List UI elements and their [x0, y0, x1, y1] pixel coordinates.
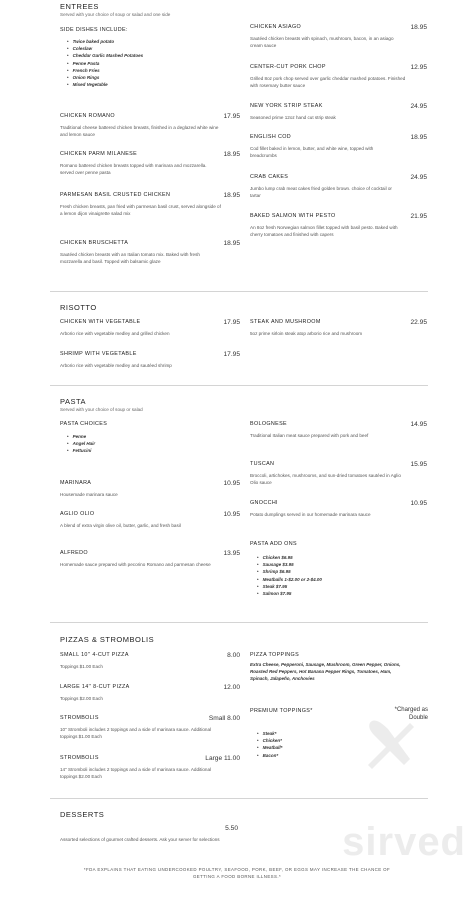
item-name: CHICKEN ASIAGO [250, 24, 302, 30]
item-description: Toppings $2.00 Each [60, 696, 103, 701]
pizza-toppings-title: PIZZA TOPPINGS [250, 652, 300, 658]
item-description: Fresh chicken breasts, pan fried with parmesan basil crust, served alongside of a lemon dijon vinaigrette salad mix [60, 204, 221, 216]
list-item: • Chicken $6.95 [257, 554, 322, 561]
pizza-toppings-text: Extra Cheese, Pepperoni, Sausage, Mushroom, Green Pepper, Onions, Roasted Red Peppers, Hot Banana Pepper Rings, Tomatoes, Ham, Spinach, Jalapeño, Anchovies [250, 662, 401, 681]
item-name: STROMBOLIS [60, 715, 99, 721]
item-name: ALFREDO [60, 550, 88, 556]
item-price: 10.95 [223, 511, 240, 518]
list-item: • Angel Hair [67, 440, 95, 447]
item-name: MARINARA [60, 480, 92, 486]
list-item: • Fettucini [67, 447, 95, 454]
item-description: Traditional Italian meat sauce prepared with pork and beef [250, 433, 369, 438]
side-dishes-title: SIDE DISHES INCLUDE: [60, 27, 128, 33]
item-name: TUSCAN [250, 461, 275, 467]
menu-item [60, 151, 240, 176]
item-price: 21.95 [410, 213, 427, 220]
item-price: 18.95 [223, 192, 240, 199]
menu-item [60, 351, 240, 369]
item-description: A blend of extra virgin olive oil, butter, garlic, and fresh basil [60, 523, 181, 528]
list-item: • Shrimp $6.95 [257, 568, 322, 575]
menu-item [250, 24, 427, 49]
item-description: Arborio rice with vegetable medley and grilled chicken [60, 331, 170, 336]
item-description: Toppings $1.00 Each [60, 664, 103, 669]
menu-item [60, 684, 240, 702]
menu-item [250, 213, 427, 238]
risotto-title: RISOTTO [60, 303, 97, 312]
item-name: BOLOGNESE [250, 421, 288, 427]
desserts-price: 5.50 [225, 825, 238, 832]
menu-item [60, 240, 240, 265]
list-item: • Sausage $3.95 [257, 561, 322, 568]
item-name: CHICKEN BRUSCHETTA [60, 240, 129, 246]
item-price: 10.95 [223, 480, 240, 487]
list-item: • Bacon* [257, 752, 282, 759]
item-name: CHICKEN PARM MILANESE [60, 151, 138, 157]
item-description: Sautéed chicken breasts with an Italian tomato mix. Baked with fresh mozzarella and basil. Topped with balsamic glaze [60, 252, 200, 264]
item-price: 13.95 [223, 550, 240, 557]
item-description: 10" Stromboli includes 2 toppings and a side of marinara sauce. Additional toppings $1.00 Each [60, 727, 212, 739]
pasta-subtitle: Served with your choice of soup or salad [60, 407, 143, 412]
item-price: 18.95 [223, 151, 240, 158]
menu-item [60, 715, 240, 740]
item-price: 14.95 [410, 421, 427, 428]
menu-item [60, 319, 240, 337]
list-item: • Coleslaw [67, 45, 143, 52]
item-name: BAKED SALMON WITH PESTO [250, 213, 336, 219]
fda-disclaimer: *FDA EXPLAINS THAT EATING UNDERCOOKED POULTRY, SEAFOOD, PORK, BEEF, OR EGGS MAY INCREASE THE CHANCE OF GETTING A FOOD BORNE ILLNESS.* [83, 867, 391, 879]
item-price: 8.00 [227, 652, 240, 659]
pasta-choices-list [67, 433, 95, 455]
list-item: • Penne Pasta [67, 60, 143, 67]
item-description: Traditional cheese battered chicken breasts, finished in a deglazed white wine and lemon sauce [60, 125, 219, 137]
pasta-title: PASTA [60, 397, 86, 406]
menu-item [60, 192, 240, 217]
menu-item [250, 461, 427, 486]
item-price: 15.95 [410, 461, 427, 468]
list-item: • Steak $7.95 [257, 583, 322, 590]
premium-toppings-list [257, 730, 282, 759]
item-price: 12.00 [223, 684, 240, 691]
menu-item [250, 319, 427, 337]
item-name: LARGE 14'' 8-CUT PIZZA [60, 684, 130, 690]
fork-knife-watermark-icon [360, 713, 420, 773]
item-price: 18.95 [410, 134, 427, 141]
menu-item [250, 500, 427, 518]
section-divider [50, 798, 428, 799]
item-description: Sautéed chicken breasts with spinach, mushroom, bacon, in an asiago cream sauce [250, 36, 394, 48]
section-divider [50, 622, 428, 623]
item-price: Small 8.00 [208, 715, 240, 722]
pasta-addons-list [257, 554, 322, 597]
menu-item [60, 550, 240, 568]
pasta-choices-title: PASTA CHOICES [60, 421, 108, 427]
premium-toppings-title: PREMIUM TOPPINGS* [250, 708, 313, 714]
pizzas-title: PIZZAS & STROMBOLIS [60, 635, 155, 644]
menu-item [60, 511, 240, 529]
item-price: 24.95 [410, 103, 427, 110]
item-description: Arborio rice with vegetable medley and sautéed shrimp [60, 363, 172, 368]
item-name: STEAK AND MUSHROOM [250, 319, 321, 325]
item-price: 24.95 [410, 174, 427, 181]
item-price: 18.95 [410, 24, 427, 31]
item-name: SHRIMP WITH VEGETABLE [60, 351, 137, 357]
item-description: Grilled 8oz pork chop served over garlic cheddar mashed potatoes. Finished with rosemary butter sauce [250, 76, 406, 88]
item-description: Cod fillet baked in lemon, butter, and white wine, topped with breadcrumbs [250, 146, 374, 158]
item-name: PARMESAN BASIL CRUSTED CHICKEN [60, 192, 171, 198]
list-item: • Meatball* [257, 744, 282, 751]
menu-item [60, 755, 240, 780]
item-description: Seasoned prime 12oz hand cut strip steak [250, 115, 336, 120]
desserts-description: Assorted selections of gourmet crafted desserts. Ask your server for selections [60, 837, 220, 842]
menu-item [250, 103, 427, 121]
item-price: 22.95 [410, 319, 427, 326]
item-name: GNOCCHI [250, 500, 278, 506]
item-price: 12.95 [410, 64, 427, 71]
item-name: CHICKEN WITH VEGETABLE [60, 319, 141, 325]
item-description: An 8oz fresh Norwegian salmon fillet topped with basil pesto. Baked with cherry tomatoes and finished with capers [250, 225, 398, 237]
item-name: AGLIO OLIO [60, 511, 95, 517]
item-description: 5oz prime sirloin steak atop arborio rice and mushroom [250, 331, 363, 336]
item-name: SMALL 10'' 4-CUT PIZZA [60, 652, 129, 658]
item-description: Romano battered chicken breasts topped with marinara and mozzarella. served over penne pasta [60, 163, 207, 175]
list-item: • Salmon $7.95 [257, 590, 322, 597]
list-item: • Mixed Vegetable [67, 81, 143, 88]
menu-item [250, 421, 427, 439]
list-item: • Twice baked potato [67, 38, 143, 45]
menu-item [60, 113, 240, 138]
section-divider [50, 385, 428, 386]
item-name: STROMBOLIS [60, 755, 99, 761]
desserts-title: DESSERTS [60, 810, 105, 819]
item-name: NEW YORK STRIP STEAK [250, 103, 323, 109]
menu-item [250, 174, 427, 199]
item-description: Housemade marinara sauce [60, 492, 118, 497]
item-price: 10.95 [410, 500, 427, 507]
item-description: 14" Stromboli includes 2 toppings and a side of marinara sauce. Additional toppings $2.00 Each [60, 767, 212, 779]
premium-note: *Charged as Double [394, 707, 428, 721]
item-description: Potato dumplings served in our homemade marinara sauce [250, 512, 371, 517]
list-item: • Cheddar Garlic Mashed Potatoes [67, 52, 143, 59]
item-price: Large 11.00 [205, 755, 240, 762]
list-item: • Onion Rings [67, 74, 143, 81]
list-item: • Chicken* [257, 737, 282, 744]
item-description: Jumbo lump crab meat cakes fried golden brown. choice of cocktail or tartar [250, 186, 392, 198]
side-dishes-list [67, 38, 143, 88]
item-price: 17.95 [223, 351, 240, 358]
menu-item [60, 480, 240, 498]
entrees-subtitle: Served with your choice of soup or salad and one side [60, 12, 171, 17]
sirved-watermark: sirved [342, 820, 466, 864]
list-item: • Meatballs 1-$2.00 or 2-$4.00 [257, 576, 322, 583]
item-price: 18.95 [223, 240, 240, 247]
section-divider [50, 291, 428, 292]
item-description: Homemade sauce prepared with pecorino Romano and parmesan cheese [60, 562, 211, 567]
menu-item [250, 64, 427, 89]
item-name: ENGLISH COD [250, 134, 291, 140]
item-price: 17.95 [223, 113, 240, 120]
item-name: CRAB CAKES [250, 174, 289, 180]
list-item: • French Fries [67, 67, 143, 74]
menu-item [250, 134, 427, 159]
entrees-title: ENTREES [60, 2, 99, 11]
pasta-addons-title: PASTA ADD ONS [250, 541, 297, 547]
menu-item [60, 652, 240, 670]
list-item: • Penne [67, 433, 95, 440]
item-name: CENTER-CUT PORK CHOP [250, 64, 326, 70]
item-price: 17.95 [223, 319, 240, 326]
item-description: Broccoli, artichokes, mushrooms, and sun-dried tomatoes sautéed in Aglio Olio sauce [250, 473, 401, 485]
list-item: • Steak* [257, 730, 282, 737]
item-name: CHICKEN ROMANO [60, 113, 115, 119]
